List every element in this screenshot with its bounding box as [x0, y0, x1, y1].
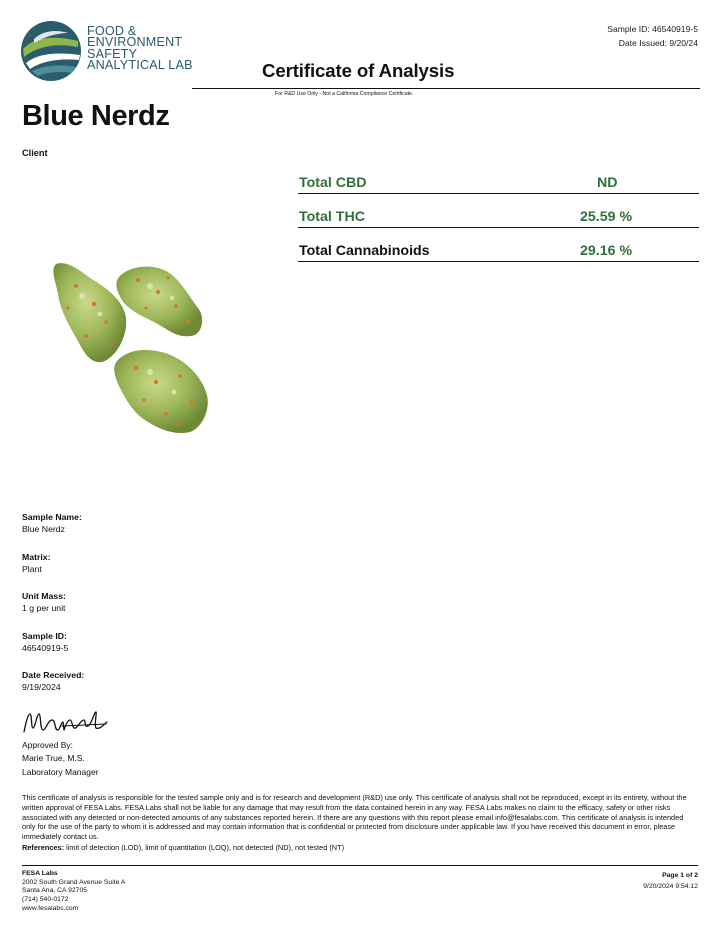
client-label: Client [22, 148, 48, 158]
footer-website: www.fesalabs.com [22, 904, 79, 912]
lab-logo-icon [20, 19, 82, 83]
detail-unit-mass [22, 590, 84, 615]
legal-disclaimer: This certificate of analysis is responsible for the tested sample only and is for research and development (R&D) use only. This certificate of analysis shall not be reproduced, except in its entirety, without the written approval of FESA Labs. FESA Labs shall not be liable for any damage that may result from the data contained herein in any way. FESA Labs makes no claim to the efficacy, safety or other risks associated with any detected or non-detected amounts of any substances reported herein. If there are any questions with this report please email info@fesalabs.com. This certificate of analysis is intended only for the use of the party to whom it is addressed and may contain information that is confidential or protected from disclosure under applicable law. If you have received this document in error, please immediately contact us. [22, 793, 687, 842]
total-label: Total Cannabinoids [299, 243, 430, 259]
certificate-title: Certificate of Analysis [262, 60, 455, 81]
detail-label: Date Received: [22, 670, 85, 680]
total-row-cannabinoids [298, 236, 699, 262]
footer-address-line: Santa Ana, CA 92705 [22, 887, 88, 895]
detail-matrix [22, 551, 84, 576]
logo-line: ANALYTICAL LAB [87, 57, 193, 72]
references-label: References: [22, 843, 65, 852]
header-sample-id: Sample ID: 46540919-5 [607, 24, 698, 34]
approver-role: Laboratory Manager [22, 766, 99, 777]
detail-sample-id [22, 630, 84, 655]
footer-page-info [643, 870, 698, 892]
detail-value: 46540919-5 [22, 642, 69, 653]
total-label: Total CBD [299, 175, 367, 191]
logo-line: FOOD & [87, 24, 137, 38]
approval-block [22, 739, 99, 779]
detail-label: Unit Mass: [22, 591, 66, 601]
product-name: Blue Nerdz [22, 100, 170, 132]
footer-timestamp: 9/20/2024 9:54:12 [643, 883, 698, 890]
header-divider [192, 88, 700, 89]
header-date-issued: Date Issued: 9/20/24 [618, 38, 698, 48]
compliance-disclaimer: For R&D Use Only - Not a California Compliance Certificate. [275, 91, 414, 97]
references-text: limit of detection (LOD), limit of quantitation (LOQ), not detected (ND), not tested (NT) [64, 843, 345, 852]
approved-by-label: Approved By: [22, 740, 74, 750]
lab-logo [20, 19, 192, 83]
signature-image [22, 708, 108, 738]
total-value: 25.59 % [580, 209, 633, 225]
sample-details [22, 511, 84, 709]
detail-label: Matrix: [22, 551, 51, 562]
total-value: 29.16 % [580, 243, 633, 259]
total-row-cbd [298, 168, 699, 194]
detail-value: Plant [22, 563, 42, 574]
footer-address [22, 870, 125, 914]
detail-label: Sample Name: [22, 512, 82, 522]
totals-summary [298, 168, 699, 270]
total-value: ND [597, 175, 618, 191]
detail-sample-name [22, 511, 84, 536]
lab-logo-text [87, 26, 193, 71]
logo-line: ENVIRONMENT [87, 35, 183, 50]
header-meta [607, 22, 698, 50]
approver-name: Marie True, M.S. [22, 753, 85, 764]
detail-label: Sample ID: [22, 630, 67, 641]
detail-value: 1 g per unit [22, 603, 66, 613]
signature [22, 708, 108, 738]
footer-address-line: 2002 South Grand Avenue Suite A [22, 878, 126, 886]
logo-line: SAFETY [87, 46, 138, 61]
detail-value: 9/19/2024 [22, 682, 61, 692]
detail-value: Blue Nerdz [22, 524, 65, 534]
footer-phone: (714) 540-0172 [22, 896, 69, 904]
total-row-thc [298, 202, 699, 228]
page-number: Page 1 of 2 [662, 872, 698, 879]
detail-date-received [22, 669, 84, 694]
footer-lab-name: FESA Labs [22, 870, 58, 877]
footer-divider [22, 865, 698, 866]
product-image [46, 256, 221, 438]
references [22, 843, 698, 852]
total-label: Total THC [299, 209, 365, 225]
cannabis-bud-image [46, 256, 221, 438]
